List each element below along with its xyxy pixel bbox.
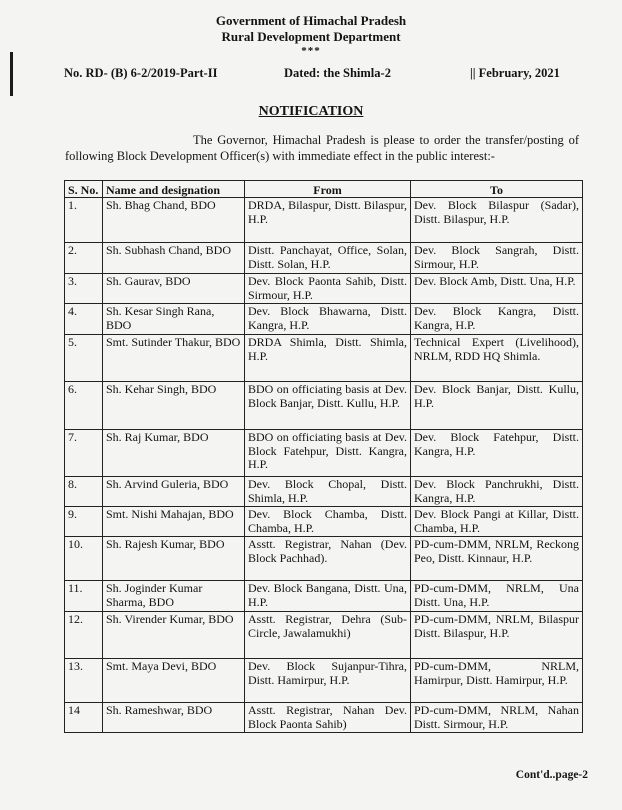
cell-name: Sh. Arvind Guleria, BDO	[103, 477, 245, 507]
cell-from: Dev. Block Bangana, Distt. Una, H.P.	[245, 581, 411, 612]
cell-sno: 14	[65, 703, 103, 733]
cell-to: Dev. Block Amb, Distt. Una, H.P.	[411, 274, 583, 304]
cell-to: Dev. Block Pangi at Killar, Distt. Chamba, H.P.	[411, 507, 583, 537]
cell-from: DRDA Shimla, Distt. Shimla, H.P.	[245, 335, 411, 382]
cell-sno: 13.	[65, 659, 103, 703]
cell-name: Sh. Bhag Chand, BDO	[103, 198, 245, 243]
cell-name: Smt. Nishi Mahajan, BDO	[103, 507, 245, 537]
cell-to: Dev. Block Sangrah, Distt. Sirmour, H.P.	[411, 243, 583, 274]
header-name: Name and designation	[103, 181, 245, 198]
cell-name: Sh. Kehar Singh, BDO	[103, 382, 245, 430]
table-row	[65, 507, 583, 537]
cell-to: PD-cum-DMM, NRLM, Bilaspur Distt. Bilaspur, H.P.	[411, 612, 583, 659]
cell-to: PD-cum-DMM, NRLM, Hamirpur, Distt. Hamirpur, H.P.	[411, 659, 583, 703]
cell-to: Dev. Block Kangra, Distt. Kangra, H.P.	[411, 304, 583, 335]
cell-sno: 4.	[65, 304, 103, 335]
cell-sno: 3.	[65, 274, 103, 304]
cell-sno: 1.	[65, 198, 103, 243]
cell-name: Sh. Rameshwar, BDO	[103, 703, 245, 733]
header-from: From	[245, 181, 411, 198]
header-stars: ***	[301, 45, 321, 57]
cell-name: Sh. Raj Kumar, BDO	[103, 430, 245, 477]
table-row	[65, 274, 583, 304]
notification-title: NOTIFICATION	[258, 104, 364, 119]
cell-to: Dev. Block Bilaspur (Sadar), Distt. Bilaspur, H.P.	[411, 198, 583, 243]
cell-name: Sh. Rajesh Kumar, BDO	[103, 537, 245, 581]
cell-from: Asstt. Registrar, Nahan (Dev. Block Pachhad).	[245, 537, 411, 581]
notification-body-text: The Governor, Himachal Pradesh is please to order the transfer/posting of following Block Development Officer(s) with immediate effect in the public interest:-	[65, 133, 579, 163]
table-row	[65, 243, 583, 274]
table-header-row	[65, 181, 583, 198]
cell-name: Sh. Virender Kumar, BDO	[103, 612, 245, 659]
reference-number: No. RD- (B) 6-2/2019-Part-II	[64, 66, 218, 80]
document-date: || February, 2021	[470, 66, 560, 80]
table-row	[65, 659, 583, 703]
org-line-government: Government of Himachal Pradesh	[215, 13, 407, 28]
cell-sno: 2.	[65, 243, 103, 274]
cell-from: Distt. Panchayat, Office, Solan, Distt. Solan, H.P.	[245, 243, 411, 274]
cell-name: Sh. Subhash Chand, BDO	[103, 243, 245, 274]
table-row	[65, 537, 583, 581]
cell-sno: 9.	[65, 507, 103, 537]
cell-name: Sh. Joginder Kumar Sharma, BDO	[103, 581, 245, 612]
cell-to: PD-cum-DMM, NRLM, Nahan Distt. Sirmour, H.P.	[411, 703, 583, 733]
cell-sno: 5.	[65, 335, 103, 382]
cell-name: Smt. Sutinder Thakur, BDO	[103, 335, 245, 382]
table-row	[65, 430, 583, 477]
header-to: To	[411, 181, 583, 198]
cell-name: Sh. Kesar Singh Rana, BDO	[103, 304, 245, 335]
table-row	[65, 703, 583, 733]
cell-from: BDO on officiating basis at Dev. Block Banjar, Distt. Kullu, H.P.	[245, 382, 411, 430]
cell-to: Technical Expert (Livelihood), NRLM, RDD HQ Shimla.	[411, 335, 583, 382]
cell-from: DRDA, Bilaspur, Distt. Bilaspur, H.P.	[245, 198, 411, 243]
cell-to: PD-cum-DMM, NRLM, Una Distt. Una, H.P.	[411, 581, 583, 612]
cell-sno: 6.	[65, 382, 103, 430]
cell-name: Smt. Maya Devi, BDO	[103, 659, 245, 703]
notification-body	[65, 133, 579, 164]
cell-sno: 7.	[65, 430, 103, 477]
table-row	[65, 382, 583, 430]
org-line-department: Rural Development Department	[221, 29, 401, 44]
cell-sno: 11.	[65, 581, 103, 612]
cell-name: Sh. Gaurav, BDO	[103, 274, 245, 304]
table-row	[65, 304, 583, 335]
cell-sno: 10.	[65, 537, 103, 581]
cell-sno: 12.	[65, 612, 103, 659]
continued-note: Cont'd..page-2	[515, 769, 588, 781]
table-row	[65, 198, 583, 243]
header-sno: S. No.	[65, 181, 103, 198]
cell-from: BDO on officiating basis at Dev. Block Fatehpur, Distt. Kangra, H.P.	[245, 430, 411, 477]
dated-place: Dated: the Shimla-2	[284, 66, 391, 80]
cell-sno: 8.	[65, 477, 103, 507]
table-row	[65, 581, 583, 612]
table-row	[65, 335, 583, 382]
cell-from: Asstt. Registrar, Dehra (Sub-Circle, Jawalamukhi)	[245, 612, 411, 659]
cell-to: Dev. Block Fatehpur, Distt. Kangra, H.P.	[411, 430, 583, 477]
cell-to: Dev. Block Panchrukhi, Distt. Kangra, H.P.	[411, 477, 583, 507]
cell-from: Dev. Block Chopal, Distt. Shimla, H.P.	[245, 477, 411, 507]
cell-from: Dev. Block Chamba, Distt. Chamba, H.P.	[245, 507, 411, 537]
table-body	[65, 198, 583, 733]
cell-to: PD-cum-DMM, NRLM, Reckong Peo, Distt. Kinnaur, H.P.	[411, 537, 583, 581]
cell-from: Dev. Block Paonta Sahib, Distt. Sirmour, H.P.	[245, 274, 411, 304]
table-row	[65, 477, 583, 507]
cell-from: Dev. Block Sujanpur-Tihra, Distt. Hamirpur, H.P.	[245, 659, 411, 703]
cell-from: Dev. Block Bhawarna, Distt. Kangra, H.P.	[245, 304, 411, 335]
table-row	[65, 612, 583, 659]
cell-to: Dev. Block Banjar, Distt. Kullu, H.P.	[411, 382, 583, 430]
cell-from: Asstt. Registrar, Nahan Dev. Block Paonta Sahib)	[245, 703, 411, 733]
transfer-table	[64, 180, 583, 733]
scan-margin-mark	[10, 52, 13, 96]
